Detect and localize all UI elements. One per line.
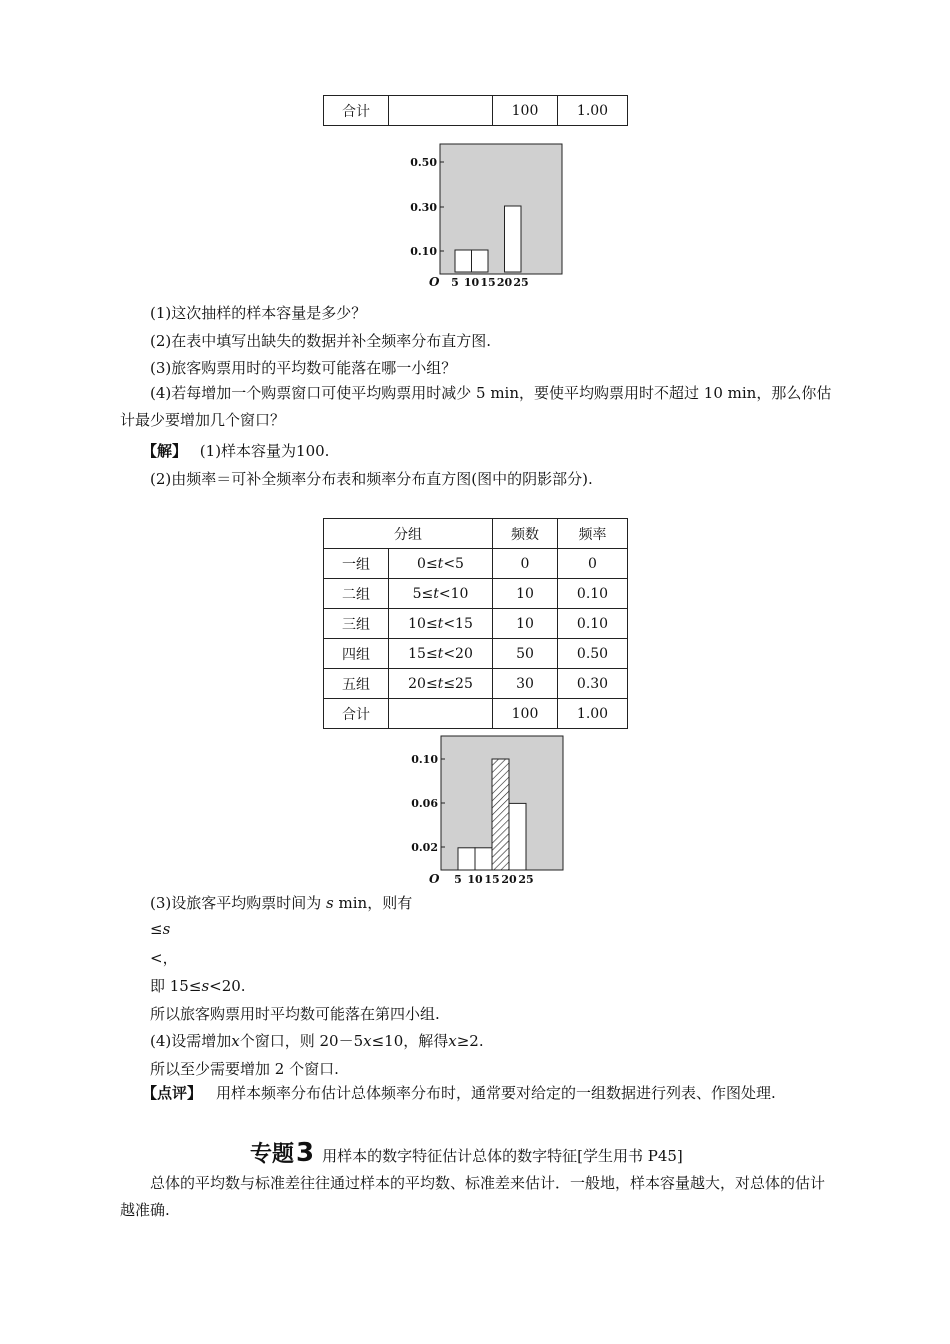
x-tick-label: 10 — [467, 873, 483, 886]
range-var: t — [437, 555, 444, 572]
solution-line-4a — [150, 1030, 484, 1051]
x-tick-label: 10 — [463, 276, 480, 289]
origin-label: O — [429, 275, 440, 289]
paragraph: 总体的平均数与标准差往往通过样本的平均数、标准差来估计．一般地，样本容量越大，对总体的估计越准确. — [120, 1174, 826, 1219]
text: <20. — [209, 977, 246, 995]
histogram-incomplete — [405, 140, 570, 295]
text: (3)设旅客平均购票时间为 — [150, 894, 322, 912]
text: 个窗口，则 20－5 — [239, 1032, 364, 1050]
table-cell: 四组 — [324, 639, 389, 669]
table-cell: 0.50 — [558, 639, 628, 669]
table-cell — [389, 639, 493, 669]
x-tick-label: 20 — [496, 276, 513, 289]
solution-line-3e: 所以旅客购票用时平均数可能落在第四小组. — [150, 1005, 440, 1023]
text: ≤ — [150, 920, 163, 938]
question-3: (3)旅客购票用时的平均数可能落在哪一小组？ — [150, 359, 457, 377]
table-cell: 100 — [493, 96, 558, 126]
solution-line-3a — [150, 892, 412, 913]
question-4: (4)若每增加一个购票窗口可使平均购票用时减少 5 min，要使平均购票用时不超过 10 min，那么你估计最少要增加几个窗口？ — [120, 384, 832, 429]
range-text: <15 — [443, 615, 473, 632]
range-text: <5 — [443, 555, 464, 572]
table-cell: 0.10 — [558, 609, 628, 639]
table-header: 分组 — [324, 519, 493, 549]
range-text: ≤25 — [443, 675, 473, 692]
range-text: 0≤ — [417, 555, 438, 572]
table-cell: 0.10 — [558, 579, 628, 609]
table-cell — [389, 579, 493, 609]
frequency-table-complete — [323, 518, 628, 729]
table-row — [324, 639, 628, 669]
y-tick-label: 0.30 — [410, 201, 437, 214]
table-cell: 合计 — [324, 96, 389, 126]
table-cell: 10 — [493, 609, 558, 639]
range-text: 20≤ — [408, 675, 438, 692]
histogram-bar — [509, 803, 526, 870]
range-text: 10≤ — [408, 615, 438, 632]
comment-text: 用样本频率分布估计总体频率分布时，通常要对给定的一组数据进行列表、作图处理. — [216, 1084, 776, 1102]
table-cell: 二组 — [324, 579, 389, 609]
histogram-bar — [505, 206, 522, 272]
table-cell: 1.00 — [558, 699, 628, 729]
table-cell: 30 — [493, 669, 558, 699]
table-row — [324, 579, 628, 609]
range-text: <10 — [438, 585, 469, 602]
question-2: (2)在表中填写出缺失的数据并补全频率分布直方图. — [150, 332, 492, 350]
var: x — [231, 1032, 240, 1050]
y-tick-label: 0.50 — [410, 156, 437, 169]
y-tick-label: 0.10 — [410, 245, 437, 258]
x-tick-label: 20 — [501, 873, 517, 886]
question-1: (1)这次抽样的样本容量是多少？ — [150, 304, 367, 322]
text: min，则有 — [338, 894, 413, 912]
x-tick-label: 25 — [513, 276, 529, 289]
range-var: t — [433, 585, 439, 602]
table-header: 频数 — [493, 519, 558, 549]
var: x — [448, 1032, 457, 1050]
table-cell — [389, 609, 493, 639]
section-number: 3 — [296, 1138, 315, 1168]
table-row — [324, 669, 628, 699]
x-tick-label: 25 — [518, 873, 534, 886]
comment — [120, 1080, 836, 1107]
table-cell: 0 — [493, 549, 558, 579]
y-tick-label: 0.10 — [411, 753, 438, 766]
section-heading — [250, 1137, 683, 1168]
histogram-bar — [455, 250, 472, 272]
histogram-bar — [475, 848, 492, 870]
table-row — [324, 96, 628, 126]
text: ≤10，解得 — [371, 1032, 449, 1050]
table-cell: 100 — [493, 699, 558, 729]
var: x — [363, 1032, 372, 1050]
frequency-table-partial — [323, 95, 628, 126]
solution-line-3c: <， — [150, 949, 178, 967]
range-var: t — [437, 615, 444, 632]
solution-line-3b — [150, 920, 170, 938]
range-var: t — [437, 675, 444, 692]
solution-text: (1)样本容量为100. — [199, 442, 330, 460]
range-text: 5≤ — [412, 585, 434, 602]
histogram-bar — [458, 848, 475, 870]
range-text: 15≤ — [408, 645, 438, 662]
text: 即 15≤ — [150, 977, 202, 995]
table-cell: 1.00 — [558, 96, 628, 126]
x-tick-label: 15 — [484, 873, 500, 886]
var: s — [162, 920, 171, 938]
table-cell: 0.30 — [558, 669, 628, 699]
table-row — [324, 609, 628, 639]
histogram-complete — [405, 732, 570, 887]
x-tick-label: 5 — [451, 276, 459, 289]
table-cell — [389, 669, 493, 699]
x-tick-label: 5 — [454, 873, 462, 886]
solution-tag: 【解】 — [142, 442, 188, 460]
range-text: <20 — [443, 645, 473, 662]
table-cell — [389, 96, 493, 126]
histogram-bar — [472, 250, 489, 272]
section-label: 专题 — [250, 1142, 295, 1167]
table-row — [324, 699, 628, 729]
y-tick-label: 0.02 — [411, 841, 438, 854]
text: (4)设需增加 — [150, 1032, 232, 1050]
table-cell: 0 — [558, 549, 628, 579]
table-cell — [389, 699, 493, 729]
table-cell — [389, 549, 493, 579]
section-title: 用样本的数字特征估计总体的数字特征[学生用书 P45] — [322, 1147, 683, 1165]
table-cell: 一组 — [324, 549, 389, 579]
table-cell: 50 — [493, 639, 558, 669]
solution-line-4b: 所以至少需要增加 2 个窗口. — [150, 1060, 339, 1078]
solution-line-2: (2)由频率＝可补全频率分布表和频率分布直方图(图中的阴影部分). — [150, 470, 593, 488]
comment-tag: 【点评】 — [142, 1084, 203, 1102]
histogram-bar — [492, 759, 509, 870]
table-header-row — [324, 519, 628, 549]
x-tick-label: 15 — [480, 276, 496, 289]
solution-line-1 — [142, 440, 329, 461]
table-cell: 10 — [493, 579, 558, 609]
y-tick-label: 0.06 — [411, 797, 438, 810]
var: s — [201, 977, 210, 995]
table-cell: 五组 — [324, 669, 389, 699]
table-header: 频率 — [558, 519, 628, 549]
text: ≥2. — [456, 1032, 484, 1050]
table-cell: 三组 — [324, 609, 389, 639]
table-row — [324, 549, 628, 579]
var: s — [326, 894, 334, 912]
table-cell: 合计 — [324, 699, 389, 729]
origin-label: O — [429, 872, 440, 886]
solution-line-3d — [150, 975, 246, 996]
range-var: t — [437, 645, 444, 662]
